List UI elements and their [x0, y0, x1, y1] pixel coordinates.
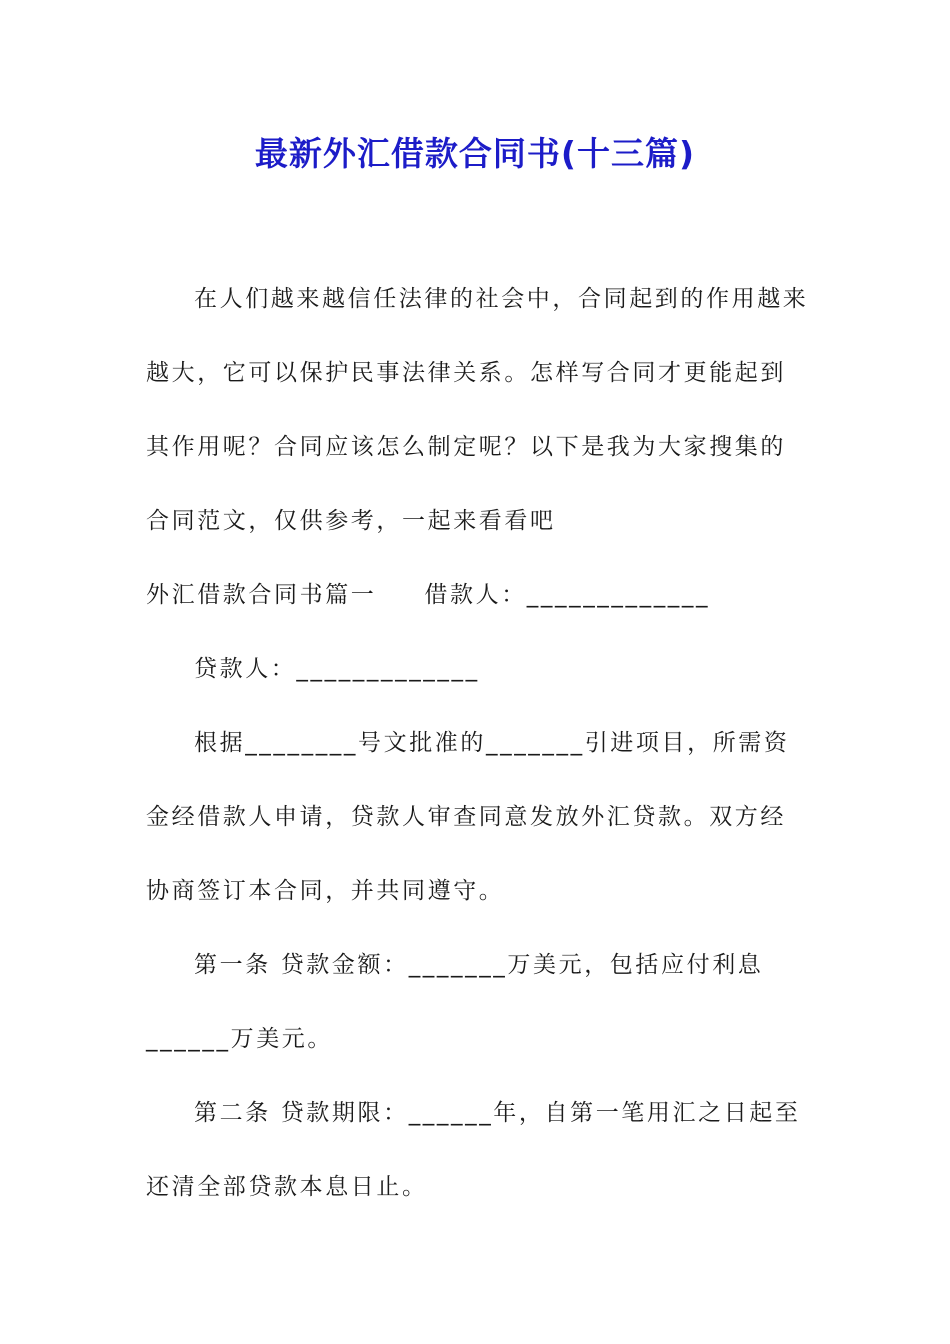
lender-line: 贷款人：_____________	[194, 656, 480, 682]
article-1: 第一条 贷款金额：_______万美元，包括应付利息______万美元。	[146, 952, 764, 1052]
section-heading: 外汇借款合同书篇一	[146, 582, 377, 608]
document-title: 最新外汇借款合同书(十三篇)	[254, 134, 696, 173]
basis-paragraph: 根据________号文批准的_______引进项目，所需资金经借款人申请，贷款人审查同意发放外汇贷款。双方经协商签订本合同，并共同遵守。	[146, 730, 790, 904]
document-body	[146, 262, 811, 1224]
article-2: 第二条 贷款期限：______年，自第一笔用汇之日起至还清全部贷款本息日止。	[146, 1100, 801, 1200]
intro-paragraph: 在人们越来越信任法律的社会中，合同起到的作用越来越大，它可以保护民事法律关系。怎样写合同才更能起到其作用呢？合同应该怎么制定呢？以下是我为大家搜集的合同范文，仅供参考，一起来看看吧	[146, 286, 809, 534]
borrower-line: 借款人：_____________	[424, 582, 711, 608]
section-heading-line	[146, 558, 811, 632]
